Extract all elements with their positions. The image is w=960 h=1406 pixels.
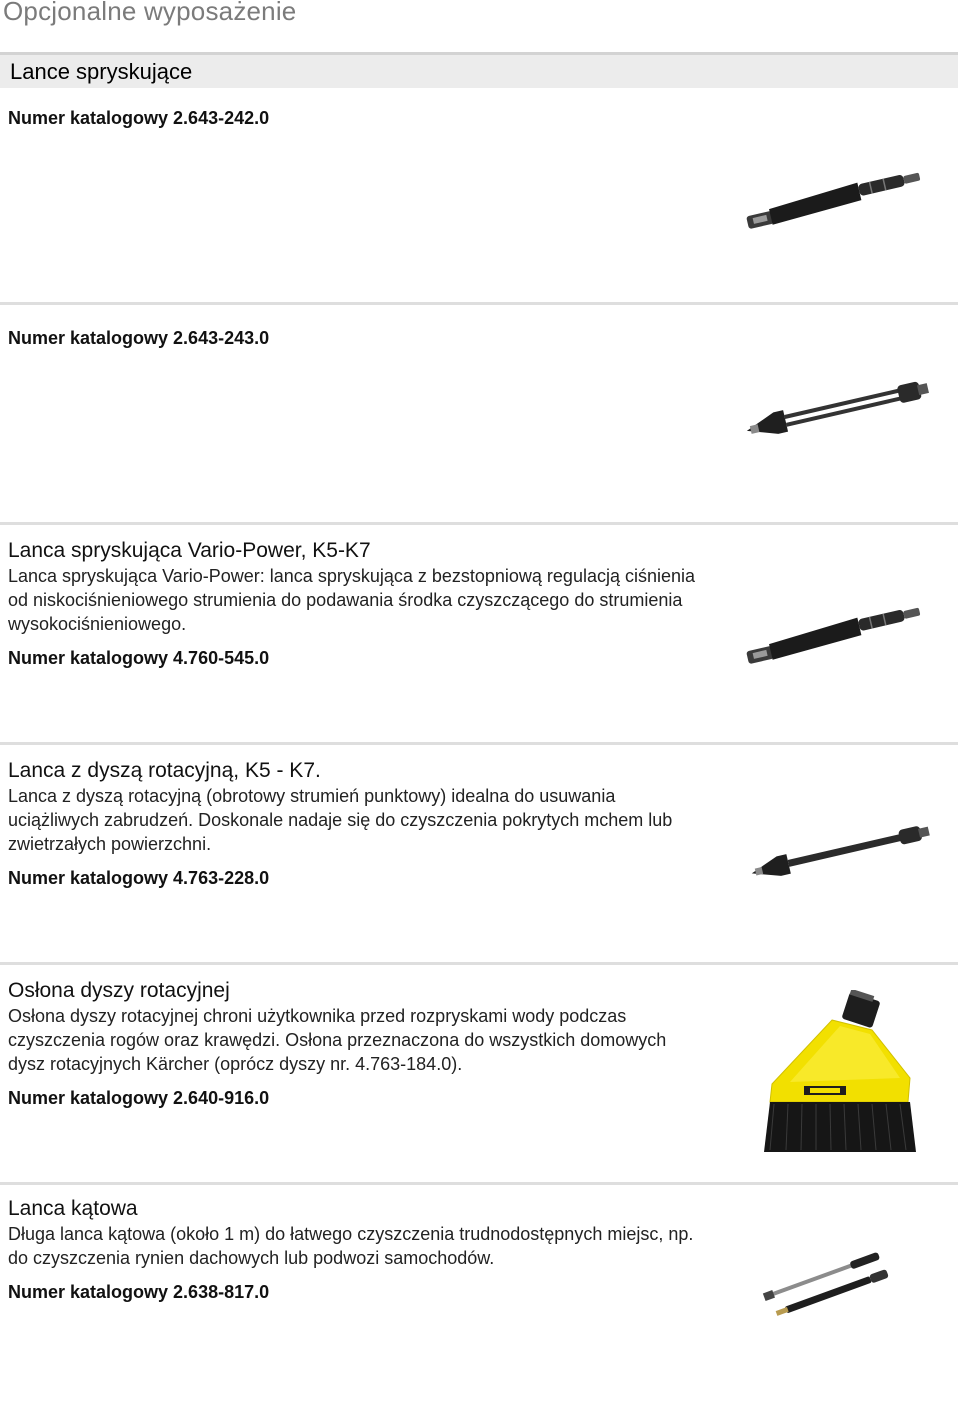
product-item bbox=[8, 978, 708, 1110]
catalog-number: Numer katalogowy 2.643-242.0 bbox=[8, 108, 270, 128]
product-item bbox=[8, 1196, 708, 1304]
catalog-number: Numer katalogowy 2.640-916.0 bbox=[8, 1088, 270, 1108]
rotary-lance-icon bbox=[740, 372, 935, 444]
catalog-number: Numer katalogowy 4.760-545.0 bbox=[8, 648, 270, 668]
divider bbox=[0, 302, 958, 305]
catalog-number: Numer katalogowy 2.643-243.0 bbox=[8, 328, 270, 348]
catalog-number: Numer katalogowy 4.763-228.0 bbox=[8, 868, 270, 888]
product-item bbox=[8, 758, 708, 890]
product-title: Lanca kątowa bbox=[8, 1197, 138, 1220]
divider bbox=[0, 522, 958, 525]
section-header bbox=[0, 52, 958, 88]
product-title: Osłona dyszy rotacyjnej bbox=[8, 979, 230, 1002]
rotary-lance-icon bbox=[745, 815, 935, 887]
spray-lance-icon bbox=[740, 595, 930, 670]
product-item bbox=[8, 106, 708, 130]
product-description: Lanca z dyszą rotacyjną (obrotowy strumień punktowy) idealna do usuwania uciążliwych zabrudzeń. Doskonale nadaje się do czyszczenia pokrytych mchem lub zwietrzałych powierzchni. bbox=[8, 786, 673, 854]
divider bbox=[0, 1182, 958, 1185]
spray-lance-icon bbox=[740, 160, 930, 235]
page-title: Opcjonalne wyposażenie bbox=[3, 0, 297, 26]
divider bbox=[0, 962, 958, 965]
product-description: Lanca spryskująca Vario-Power: lanca spryskująca z bezstopniową regulacją ciśnienia od niskociśnieniowego strumienia do podawania środka czyszczącego do strumienia wysokociśnieniowego. bbox=[8, 566, 696, 634]
product-description: Długa lanca kątowa (około 1 m) do łatwego czyszczenia trudnodostępnych miejsc, np. do czyszczenia rynien dachowych lub podwozi samochodów. bbox=[8, 1224, 694, 1268]
product-title: Lanca spryskująca Vario-Power, K5-K7 bbox=[8, 539, 371, 562]
nozzle-guard-icon bbox=[760, 990, 925, 1160]
angled-lance-icon bbox=[760, 1250, 900, 1320]
divider bbox=[0, 742, 958, 745]
section-title: Lance spryskujące bbox=[10, 59, 193, 84]
product-description: Osłona dyszy rotacyjnej chroni użytkownika przed rozpryskami wody podczas czyszczenia rogów oraz krawędzi. Osłona przeznaczona do wszystkich domowych dysz rotacyjnych Kärcher (oprócz dyszy nr. 4.763-184.0). bbox=[8, 1006, 667, 1074]
product-title: Lanca z dyszą rotacyjną, K5 - K7. bbox=[8, 759, 321, 782]
catalog-number: Numer katalogowy 2.638-817.0 bbox=[8, 1282, 270, 1302]
product-item bbox=[8, 538, 708, 670]
product-item bbox=[8, 326, 708, 350]
